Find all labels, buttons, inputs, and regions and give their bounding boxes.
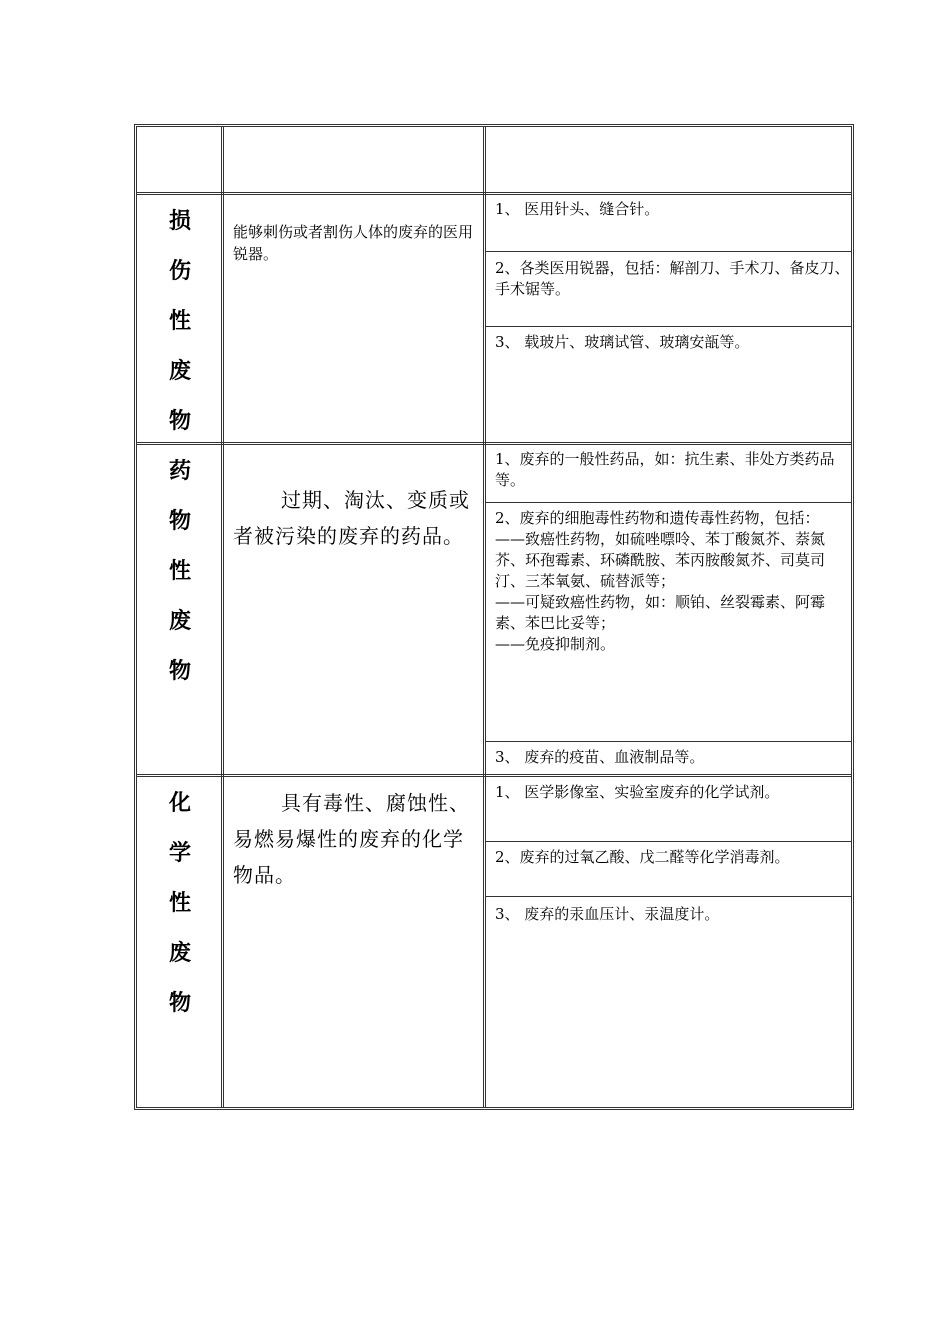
chemical-waste-item-2: 2、废弃的过氧乙酸、戊二醛等化学消毒剂。 [495, 848, 790, 866]
sharps-waste-item-1: 1、 医用针头、缝合针。 [495, 200, 660, 218]
category-char: 物 [168, 659, 191, 684]
category-sharps-waste [137, 197, 223, 447]
sub-row-divider [485, 251, 851, 252]
category-char: 性 [168, 559, 191, 584]
sub-row-divider [485, 502, 851, 503]
category-char: 学 [168, 841, 191, 866]
chemical-waste-item-1: 1、 医学影像室、实验室废弃的化学试剂。 [495, 783, 780, 801]
pharmaceutical-waste-item-2: 2、废弃的细胞毒性药物和遗传毒性药物，包括： ——致癌性药物，如硫唑嘌呤、苯丁酸氮芥、萘氮芥、环孢霉素、环磷酰胺、苯丙胺酸氮芥、司莫司汀、三苯氧氨、硫替派等； ——可疑致癌性药物，如：顺铂、丝裂霉素、阿霉素、苯巴比妥等； ——免疫抑制剂。 [495, 509, 826, 653]
chemical-waste-item-3: 3、 废弃的汞血压计、汞温度计。 [495, 905, 720, 923]
sharps-waste-description: 能够刺伤或者割伤人体的废弃的医用锐器。 [233, 223, 474, 263]
category-chemical-waste [137, 779, 223, 1029]
header-category-cell [137, 127, 221, 193]
row-divider [137, 774, 851, 777]
pharmaceutical-waste-item-1: 1、废弃的一般性药品，如：抗生素、非处方类药品等。 [495, 450, 835, 489]
sub-row-divider [485, 896, 851, 897]
medical-waste-table [134, 124, 854, 1110]
chemical-waste-description: 具有毒性、腐蚀性、易燃易爆性的废弃的化学物品。 [233, 791, 470, 887]
column-divider [483, 127, 486, 1107]
pharmaceutical-waste-item-3: 3、 废弃的疫苗、血液制品等。 [495, 748, 705, 766]
sharps-waste-item-3: 3、 载玻片、玻璃试管、玻璃安瓿等。 [495, 333, 750, 351]
category-char: 废 [168, 941, 191, 966]
category-char: 性 [168, 891, 191, 916]
category-char: 性 [168, 309, 191, 334]
category-char: 物 [168, 991, 191, 1016]
category-char: 伤 [168, 259, 191, 284]
header-examples-cell [485, 127, 851, 193]
sub-row-divider [485, 326, 851, 327]
sharps-waste-item-2: 2、各类医用锐器，包括：解剖刀、手术刀、备皮刀、手术锯等。 [495, 259, 850, 298]
header-characteristics-cell [223, 127, 483, 193]
category-char: 药 [168, 459, 191, 484]
row-divider [137, 442, 851, 445]
category-char: 损 [168, 209, 191, 234]
category-char: 废 [168, 359, 191, 384]
row-divider [137, 192, 851, 195]
category-char: 物 [168, 409, 191, 434]
category-char: 化 [168, 791, 191, 816]
category-char: 物 [168, 509, 191, 534]
sub-row-divider [485, 741, 851, 742]
category-char: 废 [168, 609, 191, 634]
pharmaceutical-waste-description: 过期、淘汰、变质或者被污染的废弃的药品。 [233, 488, 470, 548]
category-pharmaceutical-waste [137, 447, 223, 697]
sub-row-divider [485, 841, 851, 842]
